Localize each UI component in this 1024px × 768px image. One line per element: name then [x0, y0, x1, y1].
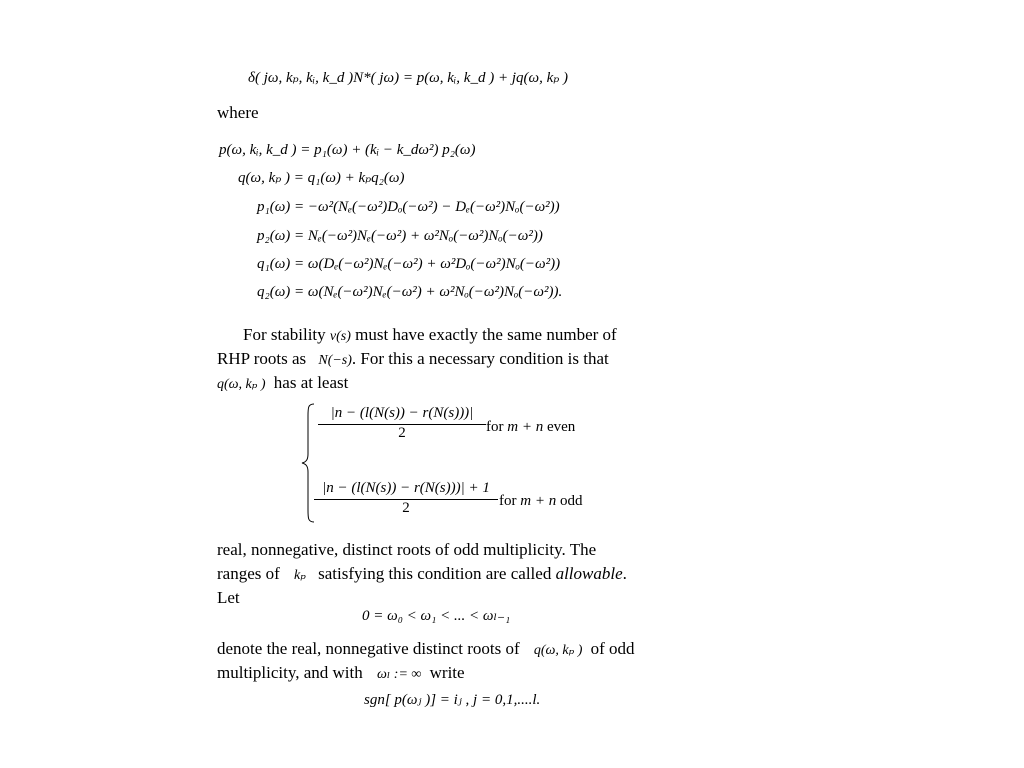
main-equation: δ( jω, kₚ, kᵢ, k_d )N*( jω) = p(ω, kᵢ, k_d ) + jq(ω, kₚ ) — [248, 70, 568, 86]
math-kp: kₚ — [294, 568, 306, 583]
text-span: satisfying this condition are called — [318, 564, 552, 583]
math-v-of-s: v(s) — [329, 329, 351, 344]
text-span: For stability — [243, 325, 326, 344]
odd-condition — [499, 493, 582, 510]
odd-case-fraction — [314, 480, 498, 517]
q1-equation: q₁(ω) = ω(Dₑ(−ω²)Nₑ(−ω²) + ω²Dₒ(−ω²)Nₒ(−ω²)) — [257, 256, 561, 272]
text-span: . — [622, 564, 627, 583]
paragraph2-line1: real, nonnegative, distinct roots of odd multiplicity. The — [217, 540, 597, 559]
p1-equation: p₁(ω) = −ω²(Nₑ(−ω²)Dₒ(−ω²) − Dₑ(−ω²)Nₒ(−ω²)) — [257, 199, 560, 215]
paragraph1-line3 — [217, 371, 348, 397]
text-span: ranges of — [217, 564, 280, 583]
paragraph1-line1 — [243, 323, 617, 349]
paragraph2-line3: Let — [217, 588, 240, 607]
even-denominator: 2 — [398, 425, 406, 441]
text-span: denote the real, nonnegative distinct roots of — [217, 639, 520, 658]
where-label: where — [217, 103, 259, 122]
text-span: even — [546, 419, 576, 435]
odd-numerator: |n − (l(N(s)) − r(N(s)))| + 1 — [322, 480, 490, 496]
paragraph3-line1 — [217, 637, 635, 663]
text-span: for — [499, 493, 517, 509]
text-span: multiplicity, and with — [217, 663, 363, 682]
even-case-fraction — [318, 405, 486, 442]
math-m-plus-n: m + n — [520, 493, 557, 509]
math-q-omega-kp: q(ω, kₚ ) — [217, 377, 266, 392]
text-span: of odd — [590, 639, 635, 658]
even-numerator: |n − (l(N(s)) − r(N(s)))| — [330, 405, 474, 421]
text-span: must have exactly the same number of — [355, 325, 617, 344]
allowable-emphasis: allowable — [555, 564, 623, 583]
paragraph2-line2 — [217, 562, 627, 588]
math-omega-l-infinity: ωₗ := ∞ — [377, 667, 422, 682]
text-span: odd — [559, 493, 583, 509]
text-span: . For this a necessary condition is that — [351, 349, 609, 368]
q-definition: q(ω, kₚ ) = q₁(ω) + kₚq₂(ω) — [238, 170, 405, 186]
paragraph3-line2 — [217, 661, 465, 687]
p2-equation: p₂(ω) = Nₑ(−ω²)Nₑ(−ω²) + ω²Nₒ(−ω²)Nₒ(−ω²)) — [257, 228, 543, 244]
text-span: RHP roots as — [217, 349, 307, 368]
even-condition — [486, 419, 575, 436]
text-span: write — [429, 663, 465, 682]
p-definition: p(ω, kᵢ, k_d ) = p₁(ω) + (kᵢ − k_dω²) p₂(ω) — [219, 142, 476, 158]
root-ordering-equation: 0 = ω₀ < ω₁ < ... < ωₗ₋₁ — [362, 608, 511, 624]
q2-equation: q₂(ω) = ω(Nₑ(−ω²)Nₑ(−ω²) + ω²Nₒ(−ω²)Nₒ(−ω²)). — [257, 284, 563, 300]
sgn-equation: sgn[ p(ωⱼ )] = iⱼ , j = 0,1,....l. — [364, 692, 541, 708]
text-span: has at least — [273, 373, 349, 392]
odd-denominator: 2 — [402, 500, 410, 516]
math-n-minus-s: N(−s) — [318, 353, 352, 368]
math-m-plus-n: m + n — [507, 419, 544, 435]
text-span: for — [486, 419, 504, 435]
paragraph1-line2 — [217, 347, 609, 373]
math-q-omega-kp: q(ω, kₚ ) — [533, 643, 583, 658]
